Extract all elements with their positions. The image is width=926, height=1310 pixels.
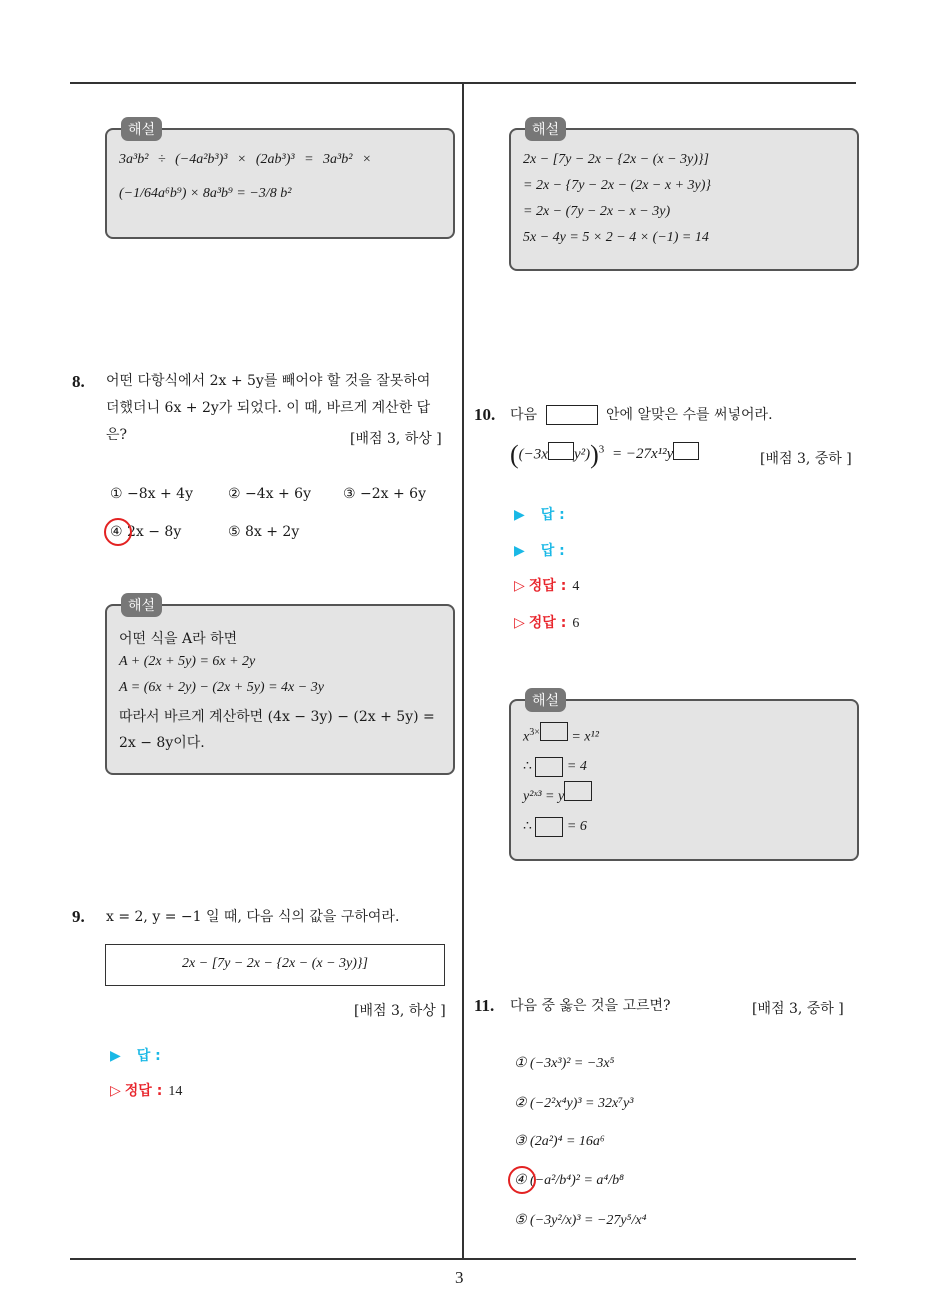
page-number: 3 (455, 1268, 464, 1287)
expression-part: x (523, 729, 530, 745)
answer-circle-mark (508, 1166, 536, 1194)
blank-box (548, 442, 574, 460)
correct-value: 14 (168, 1084, 183, 1099)
explanation-box-q10 (509, 693, 859, 861)
explanation-line: 어떤 식을 A라 하면 (119, 631, 238, 647)
correct-label: 정답 : (528, 578, 567, 594)
blank-box (535, 757, 563, 777)
explanation-line: = 2x − {7y − 2x − (2x − x + 3y)} (523, 178, 711, 193)
answer-row (514, 503, 649, 524)
blank-box (564, 781, 592, 801)
play-icon: ▶ (514, 543, 525, 559)
choice-3[interactable]: ③ −2x + 6y (343, 486, 426, 502)
answer-label: 답 : (540, 543, 565, 559)
question-text: 은? (106, 427, 128, 443)
explanation-line: (−1/64a⁶b⁹) × 8a³b⁹ = −3/8 b² (119, 186, 292, 201)
question-number: 9. (72, 907, 85, 926)
explanation-tag: 해설 (121, 117, 162, 141)
correct-label: 정답 : (528, 615, 567, 631)
expression-part: ∴ (523, 759, 532, 775)
explanation-line (523, 757, 587, 777)
correct-answer-row (514, 612, 579, 632)
choice-3[interactable]: ③ (2a²)⁴ = 16a⁶ (514, 1134, 605, 1149)
explanation-box-q7 (105, 122, 455, 239)
blank-box (673, 442, 699, 460)
explanation-line: = 2x − (7y − 2x − x − 3y) (523, 204, 671, 219)
exponent: 3× (529, 727, 540, 738)
expression-part: y²) (573, 446, 591, 463)
score-label: [배점 3, 중하 ] (752, 1001, 844, 1017)
expression-part: y²ˣ³ = y (523, 789, 565, 804)
explanation-line: 3a³b² ÷ (−4a²b³)³ × (2ab³)³ = 3a³b² × (119, 152, 372, 167)
expression-part: = 4 (566, 759, 587, 775)
expression-part: ∴ (523, 819, 532, 835)
question-text (510, 402, 773, 429)
blank-box (540, 722, 568, 741)
answer-label: 답 : (540, 507, 565, 523)
question-expression: ((−3x y²))$^3$ = −27x¹²y (510, 440, 699, 470)
blank-box (546, 405, 598, 425)
question-text: 다음 중 옳은 것을 고르면? (510, 998, 671, 1014)
score-label: [배점 3, 하상 ] (354, 1003, 446, 1019)
choice-4[interactable]: ④ 2x − 8y (110, 524, 182, 540)
correct-answer-row (110, 1080, 182, 1100)
boxed-expression: 2x − [7y − 2x − {2x − (x − 3y)}] (182, 956, 368, 971)
explanation-box-q8 (105, 598, 455, 775)
correct-value: 4 (572, 579, 580, 594)
answer-label: 답 : (136, 1048, 161, 1064)
choice-2[interactable]: ② (−2²x⁴y)³ = 32x⁷y³ (514, 1096, 634, 1111)
choice-2[interactable]: ② −4x + 6y (228, 486, 311, 502)
choice-5[interactable]: ⑤ (−3y²/x)³ = −27y⁵/x⁴ (514, 1213, 647, 1228)
question-number: 8. (72, 372, 85, 391)
question-number: 10. (474, 405, 496, 424)
question-text: 더했더니 6x + 2y가 되었다. 이 때, 바르게 계산한 답 (106, 400, 431, 416)
choice-1[interactable]: ① (−3x³)² = −3x⁵ (514, 1056, 615, 1071)
question-text: 어떤 다항식에서 2x + 5y를 빼어야 할 것을 잘못하여 (106, 373, 431, 389)
explanation-line: 따라서 바르게 계산하면 (4x − 3y) − (2x + 5y) = (119, 709, 435, 725)
explanation-line: 2x − [7y − 2x − {2x − (x − 3y)}] (523, 152, 709, 167)
correct-value: 6 (572, 616, 580, 631)
outline-play-icon: ▷ (514, 578, 525, 594)
expression-box (105, 944, 445, 986)
explanation-tag: 해설 (525, 117, 566, 141)
answer-input[interactable] (165, 1044, 245, 1060)
explanation-line: 2x − 8y이다. (119, 735, 205, 751)
answer-row (110, 1044, 245, 1065)
correct-answer-row (514, 575, 579, 595)
explanation-tag: 해설 (525, 688, 566, 712)
score-label: [배점 3, 하상 ] (350, 431, 442, 447)
correct-label: 정답 : (124, 1083, 163, 1099)
exponent: 3 (598, 443, 605, 456)
outline-play-icon: ▷ (514, 615, 525, 631)
explanation-box-q9 (509, 122, 859, 271)
explanation-line (523, 817, 587, 837)
explanation-tag: 해설 (121, 593, 162, 617)
answer-input[interactable] (569, 503, 649, 519)
explanation-line: 5x − 4y = 5 × 2 − 4 × (−1) = 14 (523, 230, 709, 245)
explanation-line: A + (2x + 5y) = 6x + 2y (119, 654, 256, 669)
column-divider (462, 84, 464, 1260)
blank-box (535, 817, 563, 837)
outline-play-icon: ▷ (110, 1083, 121, 1099)
question-text: x = 2, y = −1 일 때, 다음 식의 값을 구하여라. (106, 909, 400, 925)
question-text-end: 안에 알맞은 수를 써넣어라. (605, 407, 773, 423)
play-icon: ▶ (514, 507, 525, 523)
explanation-line: A = (6x + 2y) − (2x + 5y) = 4x − 3y (119, 680, 324, 695)
answer-row (514, 539, 649, 560)
choice-5[interactable]: ⑤ 8x + 2y (228, 524, 300, 540)
expression-part: = −27x¹²y (612, 446, 674, 463)
explanation-line (523, 789, 592, 805)
question-text-start: 다음 (510, 407, 538, 423)
choice-1[interactable]: ① −8x + 4y (110, 486, 193, 502)
explanation-line (523, 727, 599, 746)
expression-part: = x¹² (571, 729, 599, 745)
score-label: [배점 3, 중하 ] (760, 451, 852, 467)
bottom-rule (70, 1258, 856, 1260)
expression-part: (−3x (518, 446, 548, 463)
answer-input[interactable] (569, 539, 649, 555)
play-icon: ▶ (110, 1048, 121, 1064)
choice-4[interactable]: ④ (−a²/b⁴)² = a⁴/b⁸ (514, 1173, 625, 1188)
expression-part: = 6 (566, 819, 587, 835)
question-number: 11. (474, 996, 495, 1015)
answer-circle-mark (104, 518, 132, 546)
